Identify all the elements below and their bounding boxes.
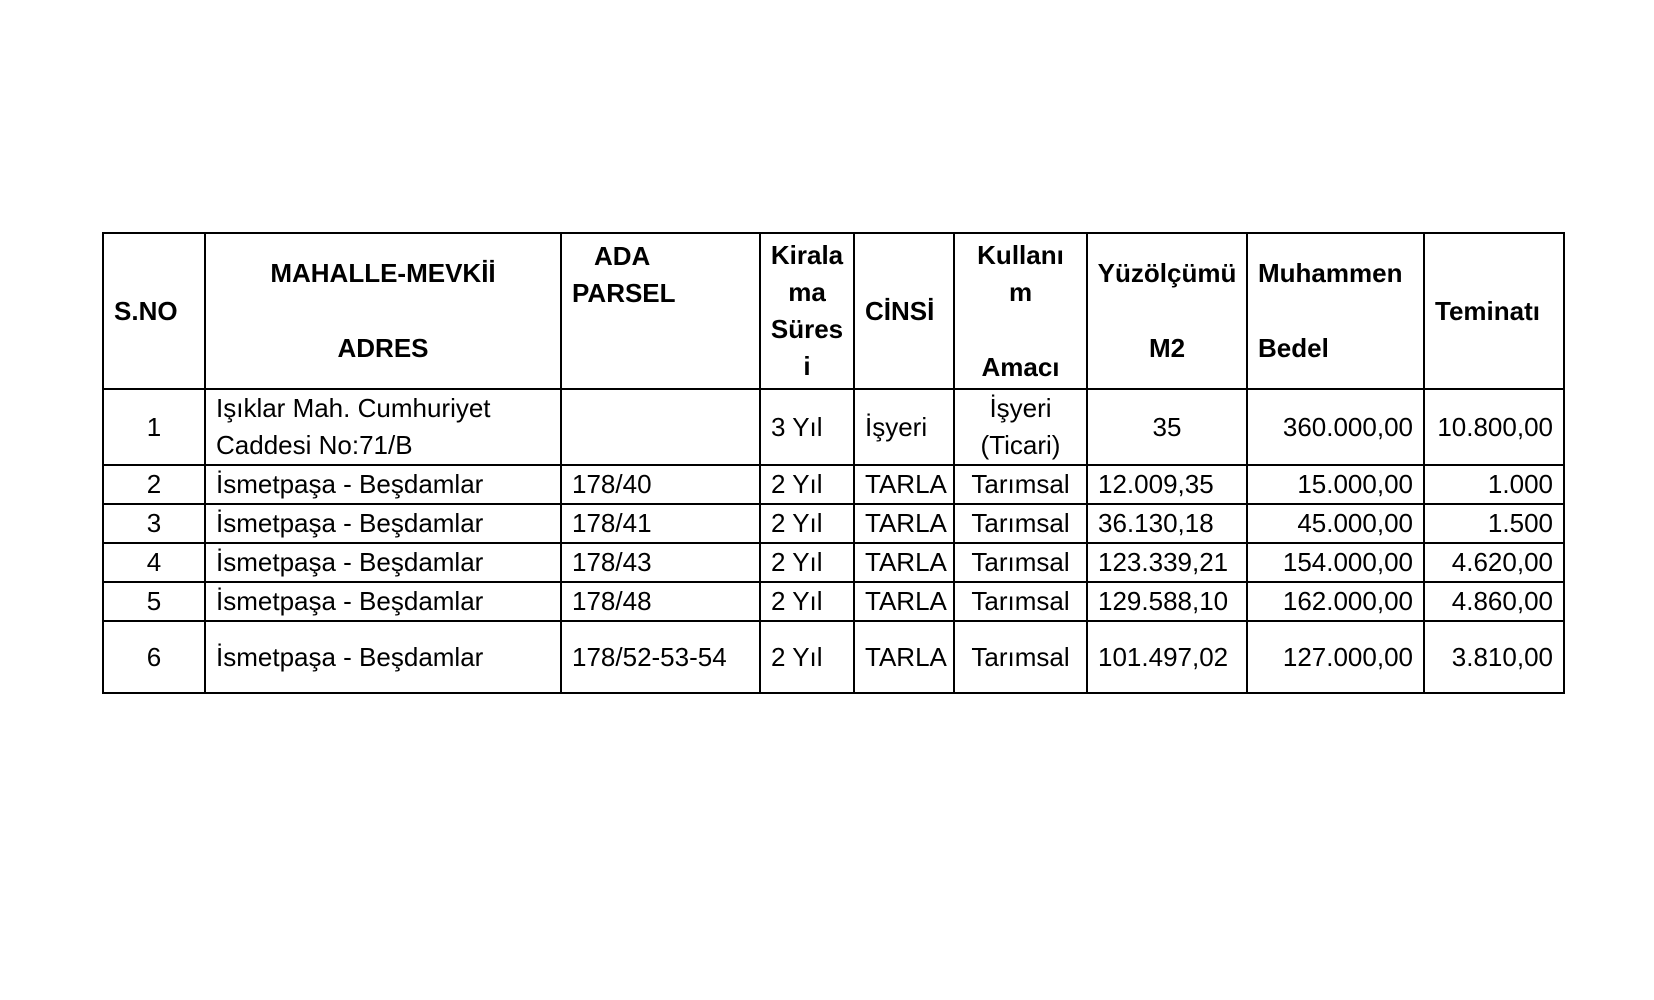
- cell-sno: 3: [103, 504, 205, 543]
- cell-adres: İsmetpaşa - Beşdamlar: [205, 543, 561, 582]
- cell-sno: 6: [103, 621, 205, 693]
- cell-amac-line: (Ticari): [980, 430, 1061, 460]
- cell-bedel: 360.000,00: [1247, 389, 1424, 465]
- table-row: [103, 621, 1564, 693]
- header-kiralama-suresi: [760, 233, 854, 389]
- table-header-row: [103, 233, 1564, 389]
- header-parsel-label: PARSEL: [572, 278, 676, 308]
- cell-teminat: 1.500: [1424, 504, 1564, 543]
- header-bedel-label: Bedel: [1258, 333, 1329, 363]
- cell-cinsi: TARLA: [854, 504, 954, 543]
- cell-sno: 4: [103, 543, 205, 582]
- cell-bedel: 154.000,00: [1247, 543, 1424, 582]
- cell-sno: 5: [103, 582, 205, 621]
- cell-amac: Tarımsal: [954, 621, 1087, 693]
- cell-amac: Tarımsal: [954, 582, 1087, 621]
- cell-sno: 2: [103, 465, 205, 504]
- header-yuzolcumu-label: Yüzölçümü: [1097, 258, 1237, 288]
- cell-teminat: 4.620,00: [1424, 543, 1564, 582]
- header-sure-line: i: [803, 351, 811, 381]
- cell-sure: 3 Yıl: [760, 389, 854, 465]
- cell-teminat: 3.810,00: [1424, 621, 1564, 693]
- cell-yuzolcumu: 129.588,10: [1087, 582, 1247, 621]
- cell-yuzolcumu: 35: [1087, 389, 1247, 465]
- table-row: [103, 582, 1564, 621]
- cell-sno: 1: [103, 389, 205, 465]
- cell-sure: 2 Yıl: [760, 582, 854, 621]
- header-ada-label: ADA: [594, 241, 651, 271]
- cell-cinsi: TARLA: [854, 621, 954, 693]
- cell-amac: [954, 389, 1087, 465]
- cell-teminat: 10.800,00: [1424, 389, 1564, 465]
- cell-sure: 2 Yıl: [760, 504, 854, 543]
- cell-teminat: 1.000: [1424, 465, 1564, 504]
- cell-adres: İsmetpaşa - Beşdamlar: [205, 504, 561, 543]
- cell-adres: İsmetpaşa - Beşdamlar: [205, 465, 561, 504]
- header-ada-parsel: [561, 233, 760, 389]
- table-row: [103, 465, 1564, 504]
- table-row: [103, 543, 1564, 582]
- header-sure-line: ma: [788, 277, 826, 307]
- cell-cinsi: İşyeri: [854, 389, 954, 465]
- header-sno: S.NO: [103, 233, 205, 389]
- header-sure-line: Kirala: [770, 240, 844, 270]
- header-amac-line: Amacı: [981, 351, 1060, 382]
- cell-ada-parsel: 178/43: [561, 543, 760, 582]
- cell-bedel: 15.000,00: [1247, 465, 1424, 504]
- cell-amac: Tarımsal: [954, 543, 1087, 582]
- header-sure-line: Süres: [770, 314, 844, 344]
- cell-amac: Tarımsal: [954, 504, 1087, 543]
- cell-ada-parsel: 178/48: [561, 582, 760, 621]
- cell-amac-line: İşyeri: [989, 393, 1052, 423]
- cell-ada-parsel: [561, 389, 760, 465]
- header-muhammen-label: Muhammen: [1258, 258, 1403, 288]
- cell-yuzolcumu: 123.339,21: [1087, 543, 1247, 582]
- cell-cinsi: TARLA: [854, 465, 954, 504]
- cell-adres: İsmetpaşa - Beşdamlar: [205, 582, 561, 621]
- cell-adres-line: Işıklar Mah. Cumhuriyet: [216, 393, 491, 423]
- header-mahalle-label: MAHALLE-MEVKİİ: [270, 258, 496, 288]
- header-yuzolcumu: [1087, 233, 1247, 389]
- cell-adres: İsmetpaşa - Beşdamlar: [205, 621, 561, 693]
- cell-cinsi: TARLA: [854, 543, 954, 582]
- header-cinsi: CİNSİ: [854, 233, 954, 389]
- rental-listing-table: [102, 232, 1565, 694]
- cell-cinsi: TARLA: [854, 582, 954, 621]
- header-kullanim-amaci: [954, 233, 1087, 389]
- header-amac-line: m: [1008, 276, 1033, 307]
- cell-adres-line: Caddesi No:71/B: [216, 430, 413, 460]
- cell-amac: Tarımsal: [954, 465, 1087, 504]
- cell-bedel: 127.000,00: [1247, 621, 1424, 693]
- cell-yuzolcumu: 36.130,18: [1087, 504, 1247, 543]
- header-m2-label: M2: [1148, 333, 1186, 363]
- header-amac-line: Kullanı: [977, 239, 1064, 270]
- table-row: [103, 504, 1564, 543]
- cell-bedel: 45.000,00: [1247, 504, 1424, 543]
- cell-teminat: 4.860,00: [1424, 582, 1564, 621]
- cell-ada-parsel: 178/52-53-54: [561, 621, 760, 693]
- cell-sure: 2 Yıl: [760, 465, 854, 504]
- header-teminat: Teminatı: [1424, 233, 1564, 389]
- cell-sure: 2 Yıl: [760, 621, 854, 693]
- table-row: [103, 389, 1564, 465]
- header-mahalle-adres: [205, 233, 561, 389]
- cell-yuzolcumu: 101.497,02: [1087, 621, 1247, 693]
- cell-yuzolcumu: 12.009,35: [1087, 465, 1247, 504]
- cell-bedel: 162.000,00: [1247, 582, 1424, 621]
- header-adres-label: ADRES: [337, 333, 429, 363]
- cell-adres: [205, 389, 561, 465]
- cell-ada-parsel: 178/40: [561, 465, 760, 504]
- cell-ada-parsel: 178/41: [561, 504, 760, 543]
- cell-sure: 2 Yıl: [760, 543, 854, 582]
- header-muhammen-bedel: [1247, 233, 1424, 389]
